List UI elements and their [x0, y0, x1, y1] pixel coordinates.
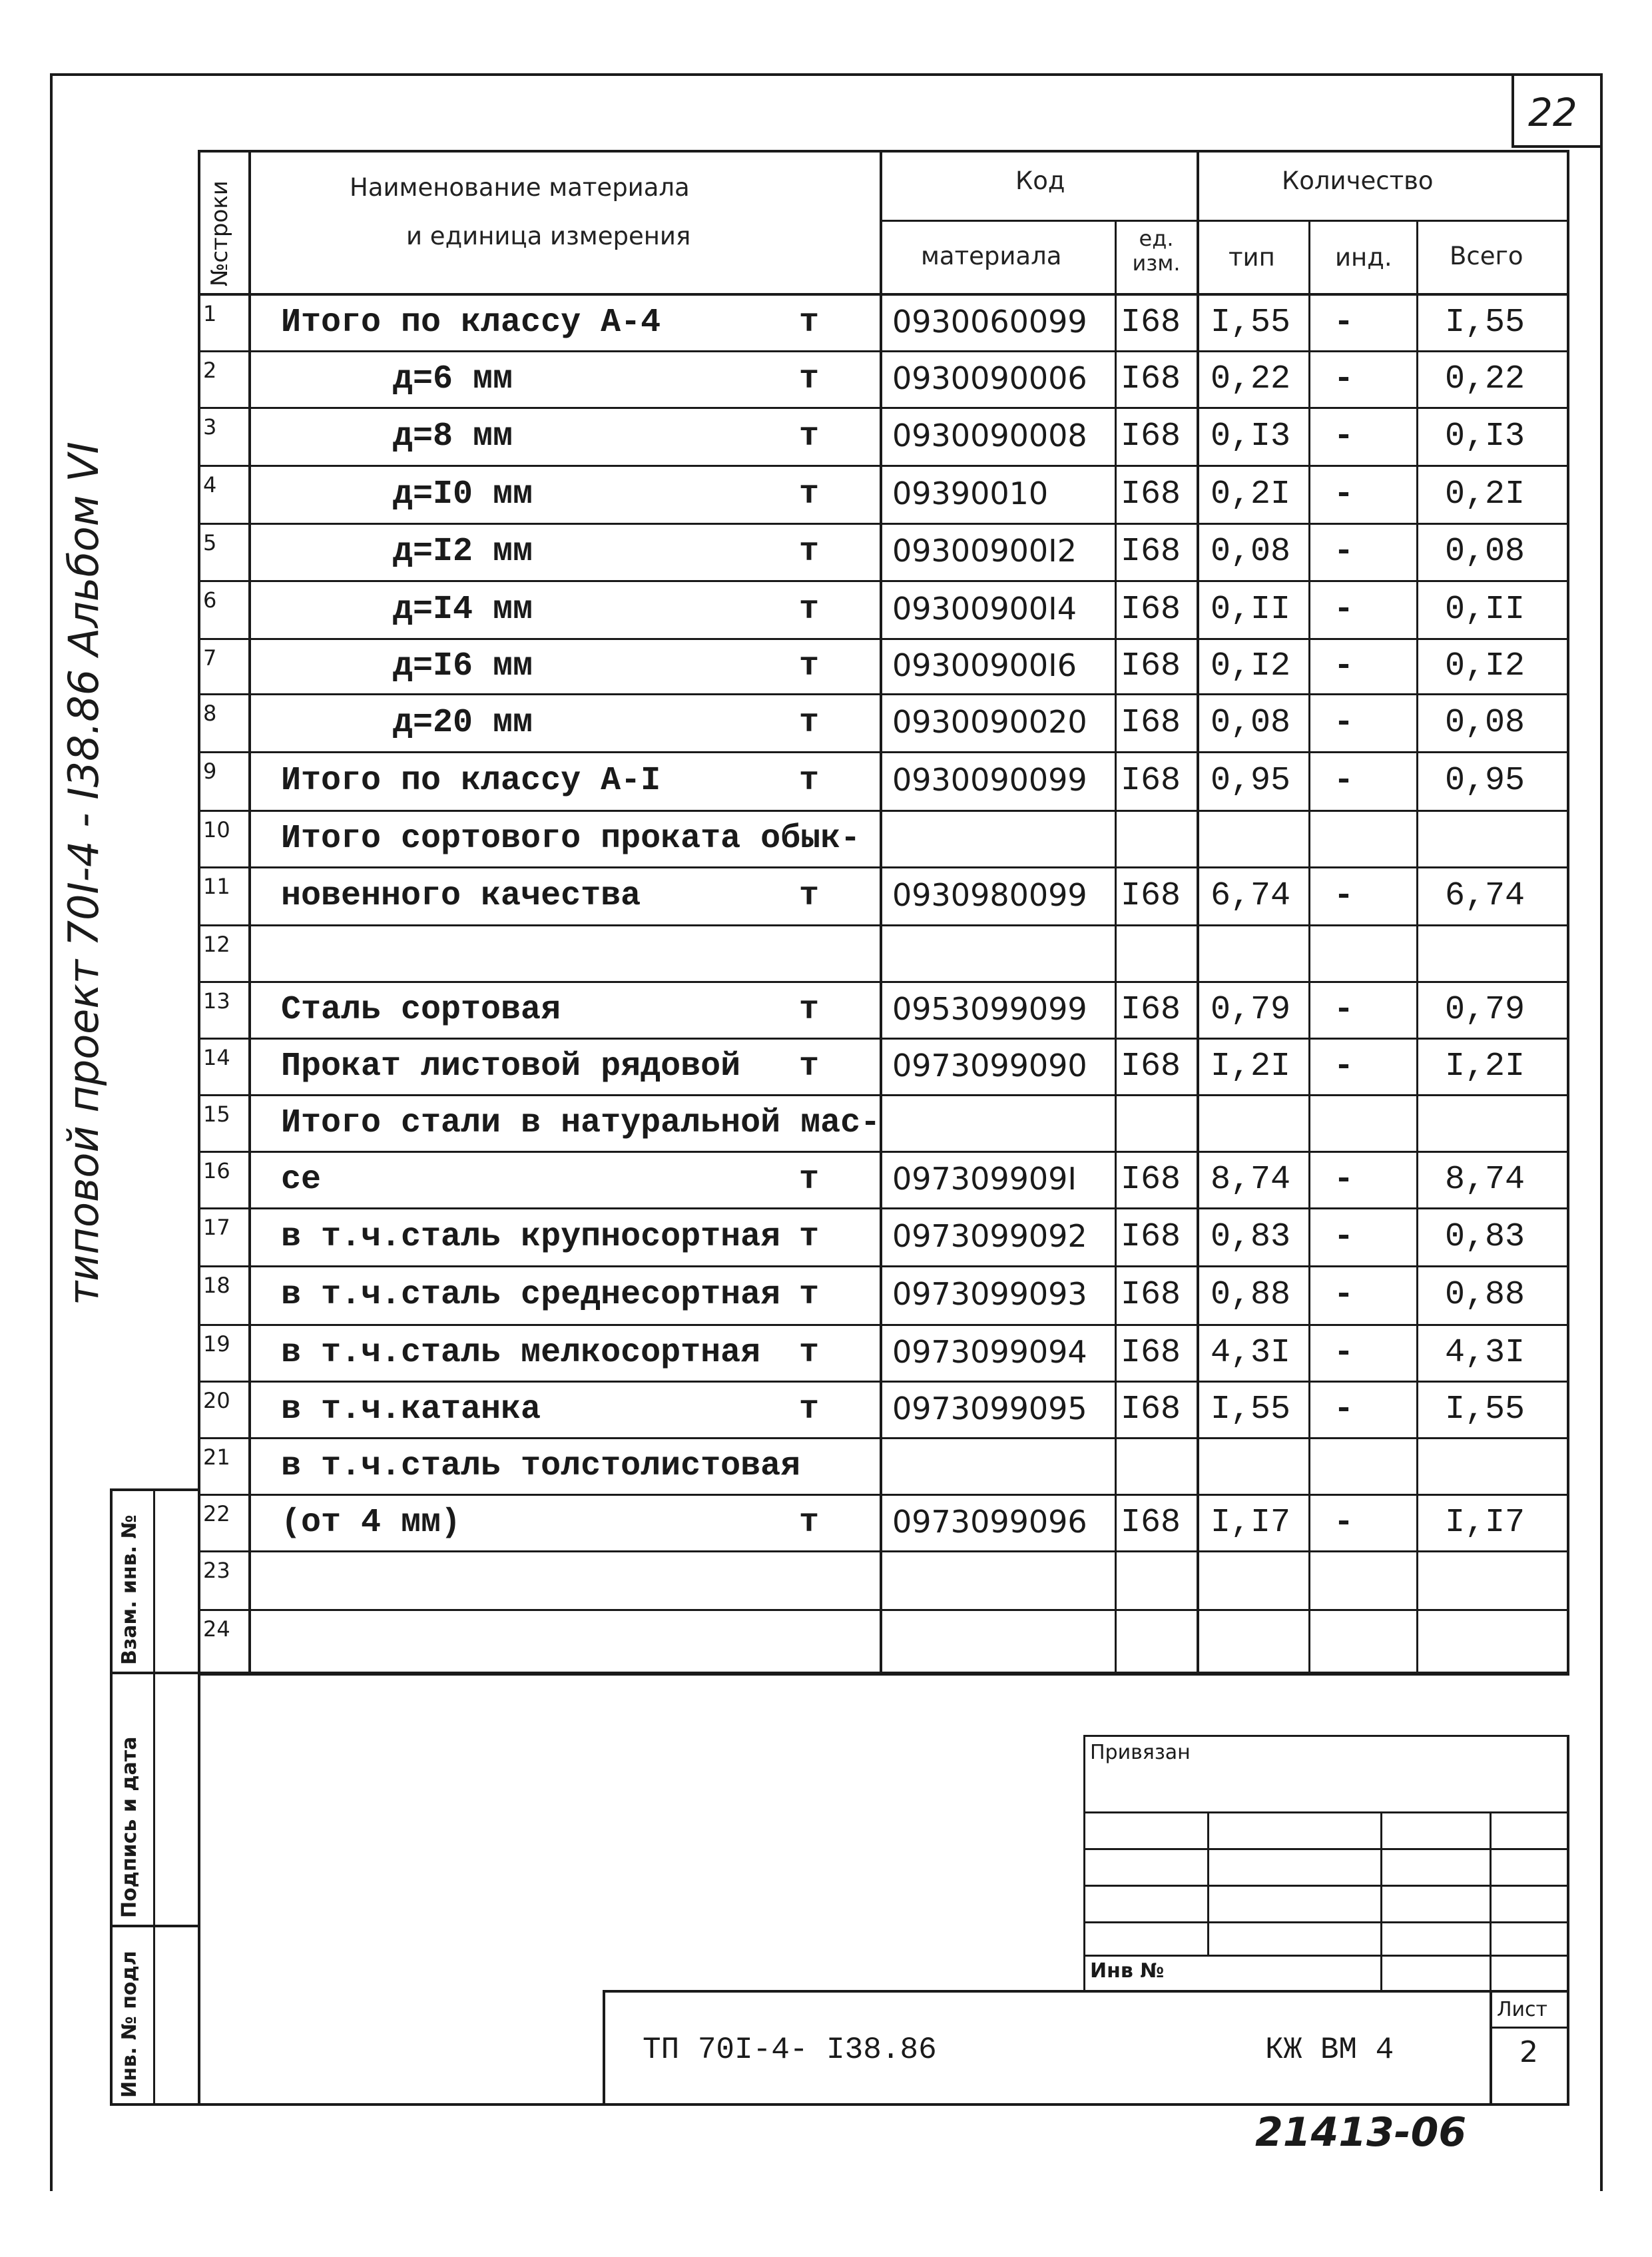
row-total: I,2I	[1445, 1048, 1525, 1086]
row-number: 12	[203, 932, 230, 957]
row-code: 0973099096	[892, 1504, 1087, 1540]
row-tip: 0,79	[1211, 991, 1291, 1029]
row-name: д=8 мм	[393, 418, 513, 456]
row-tip: 0,88	[1211, 1276, 1291, 1314]
row-ind: -	[1334, 1276, 1354, 1314]
header-code: Код	[1015, 166, 1065, 195]
row-number: 23	[203, 1558, 230, 1583]
row-ed: I68	[1121, 877, 1181, 915]
row-line	[198, 693, 1569, 695]
row-line	[198, 981, 1569, 983]
row-unit-letter: т	[799, 304, 820, 342]
row-ind: -	[1334, 1048, 1354, 1086]
row-total: 0,22	[1445, 360, 1525, 398]
title-bottom	[198, 2103, 1569, 2106]
row-unit-letter: т	[799, 1161, 820, 1199]
row-number: 7	[203, 645, 217, 671]
frame-left	[50, 73, 53, 2191]
row-ed: I68	[1121, 1048, 1181, 1086]
row-name: Сталь сортовая	[281, 991, 561, 1029]
row-code: 0930980099	[892, 877, 1087, 913]
margin-inv-podl: Инв. № подл	[118, 1951, 141, 2098]
row-code: 0973099095	[892, 1391, 1087, 1427]
row-line	[198, 1550, 1569, 1552]
row-ind: -	[1334, 1218, 1354, 1256]
row-name: д=20 мм	[393, 704, 533, 742]
row-unit-letter: т	[799, 647, 820, 685]
row-number: 11	[203, 874, 230, 899]
row-line	[198, 810, 1569, 812]
row-name: д=I4 мм	[393, 591, 533, 629]
row-line	[198, 1494, 1569, 1496]
header-quantity: Количество	[1282, 166, 1434, 195]
row-line	[198, 407, 1569, 409]
table-left	[198, 150, 200, 2104]
row-ed: I68	[1121, 1161, 1181, 1199]
col-ind	[1308, 220, 1310, 1675]
row-name: д=6 мм	[393, 360, 513, 398]
stamp-line2	[1083, 1848, 1569, 1850]
col-qty	[1197, 150, 1199, 1675]
sheet-number: 22	[1528, 90, 1577, 135]
row-tip: 0,08	[1211, 533, 1291, 571]
frame-top	[50, 73, 1601, 76]
title-list-left	[1490, 1990, 1492, 2104]
row-unit-letter: т	[799, 877, 820, 915]
row-number: 22	[203, 1501, 230, 1526]
row-code: 0973099093	[892, 1276, 1087, 1312]
row-name: д=I0 мм	[393, 476, 533, 513]
row-unit-letter: т	[799, 418, 820, 456]
row-ind: -	[1334, 533, 1354, 571]
row-line	[198, 866, 1569, 868]
row-name: в т.ч.сталь мелкосортная	[281, 1334, 761, 1372]
row-ind: -	[1334, 360, 1354, 398]
row-ed: I68	[1121, 704, 1181, 742]
row-unit-letter: т	[799, 476, 820, 513]
row-tip: I,2I	[1211, 1048, 1291, 1086]
title-left	[603, 1990, 605, 2104]
header-mid	[881, 220, 1569, 222]
row-total: I,55	[1445, 1391, 1525, 1429]
row-tip: 0,II	[1211, 591, 1291, 629]
row-unit-letter: т	[799, 1504, 820, 1542]
row-ind: -	[1334, 762, 1354, 800]
row-number: 1	[203, 301, 217, 326]
row-tip: 0,95	[1211, 762, 1291, 800]
row-number: 9	[203, 759, 217, 784]
row-line	[198, 465, 1569, 467]
row-line	[198, 1437, 1569, 1439]
header-row-no: №строки	[206, 180, 233, 286]
row-total: 4,3I	[1445, 1334, 1525, 1372]
row-unit-letter: т	[799, 762, 820, 800]
row-total: 0,88	[1445, 1276, 1525, 1314]
stamp-box-left	[1083, 1735, 1085, 1991]
row-number: 18	[203, 1273, 230, 1298]
row-line	[198, 1151, 1569, 1153]
row-code: 0930090006	[892, 360, 1087, 396]
row-code: 0930090099	[892, 762, 1087, 798]
margin-podpis-data: Подпись и дата	[118, 1736, 141, 1918]
row-tip: 0,2I	[1211, 476, 1291, 513]
row-ed: I68	[1121, 762, 1181, 800]
row-tip: 0,I2	[1211, 647, 1291, 685]
row-ed: I68	[1121, 991, 1181, 1029]
row-ind: -	[1334, 304, 1354, 342]
row-line	[198, 751, 1569, 753]
row-ind: -	[1334, 418, 1354, 456]
stamp-line4	[1083, 1921, 1569, 1923]
row-tip: 0,08	[1211, 704, 1291, 742]
row-ind: -	[1334, 1334, 1354, 1372]
header-ind: инд.	[1335, 243, 1392, 272]
header-total: Всего	[1450, 242, 1523, 270]
title-list-mid	[1490, 2027, 1569, 2029]
row-total: 0,79	[1445, 991, 1525, 1029]
stamp-v3	[1490, 1811, 1492, 1991]
row-name: се	[281, 1161, 322, 1199]
stamp-line5	[1083, 1955, 1569, 1957]
row-code: 09300900I2	[892, 533, 1077, 569]
row-unit-letter: т	[799, 360, 820, 398]
row-line	[198, 1265, 1569, 1267]
row-code: 0973099094	[892, 1334, 1087, 1370]
stamp-inv-no: Инв №	[1090, 1959, 1165, 1983]
row-name: Итого по классу А-4	[281, 304, 661, 342]
row-tip: 8,74	[1211, 1161, 1291, 1199]
row-number: 20	[203, 1388, 230, 1413]
row-number: 16	[203, 1158, 230, 1183]
row-ed: I68	[1121, 1391, 1181, 1429]
list-label: Лист	[1497, 1998, 1548, 2021]
row-code: 0930090020	[892, 704, 1087, 740]
row-ind: -	[1334, 991, 1354, 1029]
header-unit: ед. изм.	[1132, 226, 1181, 276]
row-tip: I,I7	[1211, 1504, 1291, 1542]
row-name: новенного качества	[281, 877, 641, 915]
stamp-v2	[1380, 1811, 1382, 1991]
sheetbox-bottom	[1512, 145, 1603, 148]
row-ed: I68	[1121, 1218, 1181, 1256]
margin-box-left	[110, 1488, 113, 2105]
row-ind: -	[1334, 1504, 1354, 1542]
row-name: в т.ч.сталь среднесортная	[281, 1276, 781, 1314]
col-total	[1416, 220, 1418, 1675]
row-number: 10	[203, 817, 230, 842]
row-name: Итого по классу А-I	[281, 762, 661, 800]
stamp-privyazan: Привязан	[1090, 1741, 1191, 1764]
header-bottom	[198, 293, 1569, 296]
row-tip: 6,74	[1211, 877, 1291, 915]
row-number: 2	[203, 358, 217, 383]
stamp-box-right	[1567, 1735, 1569, 2104]
row-code: 0973099090	[892, 1048, 1087, 1084]
row-unit-letter: т	[799, 1334, 820, 1372]
row-total: 0,95	[1445, 762, 1525, 800]
col-unit	[1115, 220, 1117, 1675]
row-unit-letter: т	[799, 533, 820, 571]
row-ed: I68	[1121, 418, 1181, 456]
row-ed: I68	[1121, 304, 1181, 342]
header-name-1: Наименование материала	[350, 173, 690, 202]
col-rownum	[248, 150, 251, 1675]
row-tip: I,55	[1211, 1391, 1291, 1429]
row-name: д=I6 мм	[393, 647, 533, 685]
row-code: 0930060099	[892, 304, 1087, 340]
row-line	[198, 1609, 1569, 1611]
row-total: 0,83	[1445, 1218, 1525, 1256]
row-number: 14	[203, 1045, 230, 1070]
row-line	[198, 1672, 1569, 1674]
row-ind: -	[1334, 647, 1354, 685]
row-name: Прокат листовой рядовой	[281, 1048, 741, 1086]
col-code	[880, 150, 882, 1675]
row-line	[198, 924, 1569, 926]
row-ed: I68	[1121, 1504, 1181, 1542]
row-tip: 0,I3	[1211, 418, 1291, 456]
row-tip: 0,22	[1211, 360, 1291, 398]
row-number: 24	[203, 1616, 230, 1642]
row-ind: -	[1334, 591, 1354, 629]
row-number: 21	[203, 1445, 230, 1470]
row-code: 097309909I	[892, 1161, 1077, 1197]
margin-vzam-inv: Взам. инв. №	[118, 1514, 141, 1665]
row-ed: I68	[1121, 1334, 1181, 1372]
row-unit-letter: т	[799, 591, 820, 629]
doc-mark: КЖ ВМ 4	[1265, 2033, 1394, 2067]
frame-right	[1600, 73, 1603, 2191]
row-number: 4	[203, 472, 217, 497]
table-right	[1567, 150, 1569, 1675]
row-total: I,55	[1445, 304, 1525, 342]
row-name: в т.ч.катанка	[281, 1391, 541, 1429]
margin-box-inner	[153, 1488, 155, 2105]
sheetbox-left	[1512, 73, 1514, 147]
row-line	[198, 1381, 1569, 1383]
row-ind: -	[1334, 1391, 1354, 1429]
row-code: 09300900I6	[892, 647, 1077, 683]
row-total: 0,II	[1445, 591, 1525, 629]
row-total: 0,I3	[1445, 418, 1525, 456]
row-total: I,I7	[1445, 1504, 1525, 1542]
header-material: материала	[921, 242, 1062, 270]
row-tip: 4,3I	[1211, 1334, 1291, 1372]
row-total: 0,2I	[1445, 476, 1525, 513]
album-title: типовой проект 70I-4 - I38.86 Альбом VI	[59, 442, 108, 1305]
row-total: 0,08	[1445, 533, 1525, 571]
row-ed: I68	[1121, 647, 1181, 685]
row-line	[198, 638, 1569, 640]
row-line	[198, 1324, 1569, 1326]
row-ind: -	[1334, 1161, 1354, 1199]
row-ed: I68	[1121, 533, 1181, 571]
row-tip: 0,83	[1211, 1218, 1291, 1256]
row-number: 15	[203, 1102, 230, 1127]
row-line	[198, 523, 1569, 525]
row-line	[198, 350, 1569, 352]
row-number: 19	[203, 1331, 230, 1357]
row-number: 3	[203, 414, 217, 440]
row-line	[198, 1094, 1569, 1096]
row-line	[198, 580, 1569, 582]
row-line	[198, 1207, 1569, 1209]
row-name: в т.ч.сталь крупносортная	[281, 1218, 781, 1256]
row-tip: I,55	[1211, 304, 1291, 342]
row-ed: I68	[1121, 1276, 1181, 1314]
row-ind: -	[1334, 476, 1354, 513]
row-total: 0,08	[1445, 704, 1525, 742]
table-top	[198, 150, 1569, 153]
row-unit-letter: т	[799, 1218, 820, 1256]
row-ed: I68	[1121, 476, 1181, 513]
row-number: 8	[203, 701, 217, 726]
row-unit-letter: т	[799, 704, 820, 742]
list-number: 2	[1519, 2035, 1538, 2069]
header-tip: тип	[1229, 243, 1275, 272]
title-top	[603, 1990, 1569, 1993]
row-unit-letter: т	[799, 1048, 820, 1086]
row-name: (от 4 мм)	[281, 1504, 461, 1542]
row-number: 5	[203, 530, 217, 555]
stamp-line1	[1083, 1811, 1569, 1813]
row-code: 09390010	[892, 476, 1049, 511]
row-code: 09300900I4	[892, 591, 1077, 627]
stamp-v1	[1207, 1811, 1209, 1955]
row-total: 0,I2	[1445, 647, 1525, 685]
row-unit-letter: т	[799, 1276, 820, 1314]
stamp-box-top	[1083, 1735, 1569, 1737]
row-code: 0973099092	[892, 1218, 1087, 1254]
archive-number: 21413-06	[1255, 2109, 1467, 2156]
row-number: 13	[203, 988, 230, 1014]
row-ind: -	[1334, 877, 1354, 915]
row-unit-letter: т	[799, 1391, 820, 1429]
row-name: д=I2 мм	[393, 533, 533, 571]
row-code: 0953099099	[892, 991, 1087, 1027]
row-ind: -	[1334, 704, 1354, 742]
stamp-line3	[1083, 1885, 1569, 1887]
row-code: 0930090008	[892, 418, 1087, 454]
header-name-2: и единица измерения	[406, 222, 691, 250]
doc-code: ТП 70I-4- I38.86	[643, 2033, 937, 2067]
row-number: 17	[203, 1215, 230, 1240]
row-ed: I68	[1121, 360, 1181, 398]
row-total: 8,74	[1445, 1161, 1525, 1199]
row-ed: I68	[1121, 591, 1181, 629]
row-name: Итого сортового проката обык-	[281, 820, 861, 858]
row-total: 6,74	[1445, 877, 1525, 915]
row-number: 6	[203, 587, 217, 613]
row-name: в т.ч.сталь толстолистовая	[281, 1447, 801, 1485]
row-line	[198, 1038, 1569, 1040]
row-name: Итого стали в натуральной мас-	[281, 1104, 881, 1142]
row-unit-letter: т	[799, 991, 820, 1029]
